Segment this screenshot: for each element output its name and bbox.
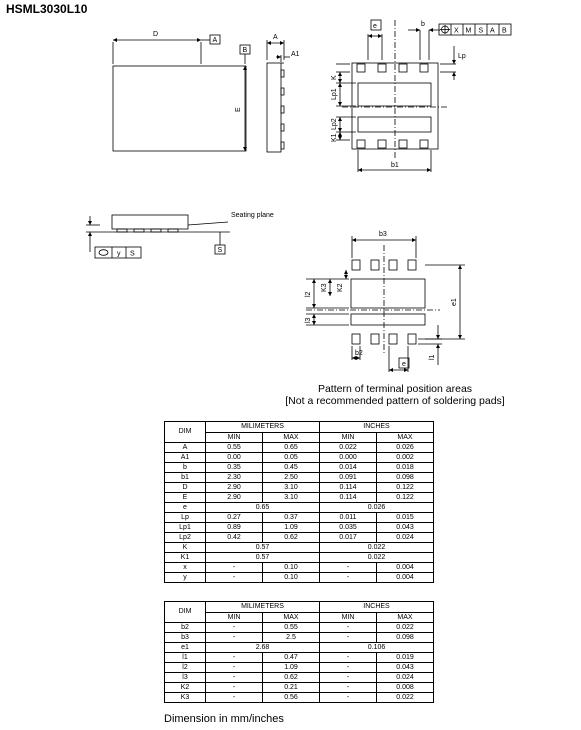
fcf-x-b: B bbox=[502, 27, 507, 35]
table-cell: 2.90 bbox=[206, 493, 263, 503]
label-k3: K3 bbox=[321, 283, 328, 292]
label-l3: l3 bbox=[305, 317, 312, 323]
table-cell: 0.098 bbox=[377, 633, 434, 643]
table-row bbox=[165, 563, 434, 573]
table-cell: K3 bbox=[165, 693, 206, 703]
header-dim: DIM bbox=[165, 422, 206, 443]
table-cell: 1.09 bbox=[263, 523, 320, 533]
table-cell: 0.122 bbox=[377, 483, 434, 493]
table-cell: b2 bbox=[165, 623, 206, 633]
label-seating-plane: Seating plane bbox=[231, 212, 274, 219]
label-k1: K1 bbox=[331, 133, 338, 142]
table-cell: 0.024 bbox=[377, 533, 434, 543]
table-row bbox=[165, 553, 434, 563]
table-cell: 0.57 bbox=[206, 543, 320, 553]
table-cell: 0.89 bbox=[206, 523, 263, 533]
table-cell: 0.05 bbox=[263, 453, 320, 463]
table-cell: 2.30 bbox=[206, 473, 263, 483]
table-2-body bbox=[165, 623, 434, 703]
pattern-pad-lower bbox=[351, 314, 425, 325]
exposed-pad-upper bbox=[358, 83, 431, 106]
table-cell: Lp bbox=[165, 513, 206, 523]
fcf-x-s: S bbox=[478, 27, 484, 35]
table-row bbox=[165, 633, 434, 643]
table-cell: 0.122 bbox=[377, 493, 434, 503]
table-cell: 0.026 bbox=[320, 503, 434, 513]
table-row bbox=[165, 533, 434, 543]
table-cell: 0.043 bbox=[377, 663, 434, 673]
table-row bbox=[165, 443, 434, 453]
table-cell: 0.21 bbox=[263, 683, 320, 693]
header-inches: INCHES bbox=[320, 422, 434, 433]
fcf-x-a: A bbox=[490, 27, 495, 35]
table-cell: 0.022 bbox=[320, 553, 434, 563]
table-row bbox=[165, 693, 434, 703]
table-cell: - bbox=[206, 693, 263, 703]
table-cell: 0.008 bbox=[377, 683, 434, 693]
exposed-pad-lower bbox=[358, 117, 431, 132]
top-view-body bbox=[113, 66, 246, 151]
table-cell: 0.014 bbox=[320, 463, 377, 473]
table-1-body bbox=[165, 443, 434, 583]
label-lp: Lp bbox=[458, 53, 466, 60]
header-mm-max: MAX bbox=[263, 613, 320, 623]
header-in-min: MIN bbox=[320, 613, 377, 623]
table-row bbox=[165, 543, 434, 553]
table-cell: 0.091 bbox=[320, 473, 377, 483]
label-d: D bbox=[153, 31, 159, 38]
table-cell: 2.50 bbox=[263, 473, 320, 483]
fcf-x-x: X bbox=[454, 27, 459, 35]
table-cell: 0.019 bbox=[377, 653, 434, 663]
table-row bbox=[165, 643, 434, 653]
table-cell: 0.035 bbox=[320, 523, 377, 533]
table-cell: 0.106 bbox=[320, 643, 434, 653]
package-title: HSML3030L10 bbox=[6, 2, 88, 16]
table-cell: e1 bbox=[165, 643, 206, 653]
fcf-x-m: M bbox=[465, 27, 472, 35]
table-cell: 0.022 bbox=[377, 623, 434, 633]
table-cell: 0.002 bbox=[377, 453, 434, 463]
table-cell: 0.004 bbox=[377, 563, 434, 573]
table-cell: e bbox=[165, 503, 206, 513]
table-cell: - bbox=[206, 663, 263, 673]
table-cell: 1.09 bbox=[263, 663, 320, 673]
table-cell: 0.35 bbox=[206, 463, 263, 473]
table-row bbox=[165, 653, 434, 663]
label-e-pitch: e bbox=[373, 23, 377, 30]
table-cell: 2.90 bbox=[206, 483, 263, 493]
table-cell: 0.000 bbox=[320, 453, 377, 463]
table-cell: l2 bbox=[165, 663, 206, 673]
table-row bbox=[165, 513, 434, 523]
table-cell: 0.62 bbox=[263, 673, 320, 683]
header-mm-min: MIN bbox=[206, 433, 263, 443]
label-l2: l2 bbox=[305, 291, 312, 297]
table-row bbox=[165, 473, 434, 483]
table-cell: y bbox=[165, 573, 206, 583]
table-row bbox=[165, 623, 434, 633]
table-cell: K1 bbox=[165, 553, 206, 563]
table-cell: 0.57 bbox=[206, 553, 320, 563]
table-cell: 0.022 bbox=[320, 443, 377, 453]
table-row bbox=[165, 503, 434, 513]
label-l1: l1 bbox=[429, 354, 436, 360]
table-cell: - bbox=[320, 623, 377, 633]
label-a: A bbox=[273, 34, 278, 41]
table-row bbox=[165, 673, 434, 683]
table-cell: 0.55 bbox=[206, 443, 263, 453]
table-cell: A bbox=[165, 443, 206, 453]
table-cell: 3.10 bbox=[263, 483, 320, 493]
table-cell: D bbox=[165, 483, 206, 493]
table-cell: 0.00 bbox=[206, 453, 263, 463]
table-row bbox=[165, 523, 434, 533]
label-b2: b2 bbox=[355, 350, 363, 357]
table-cell: - bbox=[206, 573, 263, 583]
table-cell: b3 bbox=[165, 633, 206, 643]
label-k: K bbox=[331, 75, 338, 80]
table-cell: - bbox=[320, 573, 377, 583]
table-row bbox=[165, 573, 434, 583]
table-cell: K2 bbox=[165, 683, 206, 693]
table-cell: b bbox=[165, 463, 206, 473]
table-cell: - bbox=[320, 663, 377, 673]
label-k2: K2 bbox=[337, 283, 344, 292]
table-cell: - bbox=[320, 633, 377, 643]
table-cell: 3.10 bbox=[263, 493, 320, 503]
table-cell: 0.65 bbox=[206, 503, 320, 513]
table-row bbox=[165, 663, 434, 673]
table-cell: - bbox=[206, 673, 263, 683]
table-cell: 0.10 bbox=[263, 563, 320, 573]
table-cell: 0.018 bbox=[377, 463, 434, 473]
table-cell: - bbox=[320, 693, 377, 703]
table-cell: Lp1 bbox=[165, 523, 206, 533]
label-lp2: Lp2 bbox=[331, 118, 338, 130]
seating-view-body bbox=[112, 215, 188, 229]
table-cell: - bbox=[206, 563, 263, 573]
fcf-y-y: y bbox=[117, 250, 121, 258]
label-a1: A1 bbox=[291, 51, 300, 58]
table-cell: 0.043 bbox=[377, 523, 434, 533]
table-row bbox=[165, 453, 434, 463]
label-e-pattern: e bbox=[402, 361, 406, 368]
table-cell: E bbox=[165, 493, 206, 503]
fcf-y-s: S bbox=[130, 250, 135, 258]
table-cell: 0.56 bbox=[263, 693, 320, 703]
table-cell: l3 bbox=[165, 673, 206, 683]
caption-line2: [Not a recommended pattern of soldering pads] bbox=[285, 395, 505, 407]
header-dim: DIM bbox=[165, 602, 206, 623]
label-datum-a: A bbox=[212, 37, 218, 44]
caption-line1: Pattern of terminal position areas bbox=[317, 383, 473, 395]
header-in-min: MIN bbox=[320, 433, 377, 443]
table-cell: - bbox=[206, 623, 263, 633]
table-cell: 0.47 bbox=[263, 653, 320, 663]
table-row bbox=[165, 683, 434, 693]
caption bbox=[250, 383, 540, 407]
table-cell: 0.114 bbox=[320, 483, 377, 493]
table-cell: 0.022 bbox=[377, 693, 434, 703]
footer-note: Dimension in mm/inches bbox=[164, 713, 284, 725]
table-cell: 0.55 bbox=[263, 623, 320, 633]
table-cell: Lp2 bbox=[165, 533, 206, 543]
table-cell: 0.45 bbox=[263, 463, 320, 473]
table-cell: 0.10 bbox=[263, 573, 320, 583]
table-cell: 0.015 bbox=[377, 513, 434, 523]
table-cell: l1 bbox=[165, 653, 206, 663]
table-row bbox=[165, 463, 434, 473]
label-e1: e1 bbox=[451, 298, 458, 306]
table-cell: b1 bbox=[165, 473, 206, 483]
label-e: E bbox=[235, 107, 242, 112]
header-inches: INCHES bbox=[320, 602, 434, 613]
table-cell: - bbox=[320, 683, 377, 693]
table-cell: 0.114 bbox=[320, 493, 377, 503]
table-cell: A1 bbox=[165, 453, 206, 463]
table-cell: x bbox=[165, 563, 206, 573]
table-cell: 0.022 bbox=[320, 543, 434, 553]
table-cell: 0.024 bbox=[377, 673, 434, 683]
table-cell: 2.5 bbox=[263, 633, 320, 643]
label-b1: b1 bbox=[391, 162, 399, 169]
header-millimeters: MILIMETERS bbox=[206, 422, 320, 433]
dimension-table-1 bbox=[164, 421, 434, 583]
label-datum-b: B bbox=[242, 47, 248, 54]
table-cell: - bbox=[320, 653, 377, 663]
dimension-table-2 bbox=[164, 601, 434, 703]
table-cell: - bbox=[320, 673, 377, 683]
label-b: b bbox=[421, 21, 425, 28]
table-cell: 0.098 bbox=[377, 473, 434, 483]
header-millimeters: MILIMETERS bbox=[206, 602, 320, 613]
table-row bbox=[165, 493, 434, 503]
header-mm-min: MIN bbox=[206, 613, 263, 623]
header-mm-max: MAX bbox=[263, 433, 320, 443]
table-cell: 0.37 bbox=[263, 513, 320, 523]
table-cell: - bbox=[206, 633, 263, 643]
table-cell: 0.65 bbox=[263, 443, 320, 453]
table-cell: - bbox=[320, 563, 377, 573]
table-cell: - bbox=[206, 683, 263, 693]
table-cell: 0.42 bbox=[206, 533, 263, 543]
table-cell: 2.68 bbox=[206, 643, 320, 653]
label-b3: b3 bbox=[379, 231, 387, 238]
table-cell: 0.026 bbox=[377, 443, 434, 453]
label-lp1: Lp1 bbox=[331, 88, 338, 100]
table-cell: 0.011 bbox=[320, 513, 377, 523]
table-cell: 0.27 bbox=[206, 513, 263, 523]
header-in-max: MAX bbox=[377, 433, 434, 443]
header-in-max: MAX bbox=[377, 613, 434, 623]
label-datum-s: S bbox=[217, 247, 223, 254]
table-cell: 0.004 bbox=[377, 573, 434, 583]
pattern-pad-upper bbox=[351, 279, 425, 308]
table-cell: 0.017 bbox=[320, 533, 377, 543]
table-row bbox=[165, 483, 434, 493]
table-cell: K bbox=[165, 543, 206, 553]
table-cell: 0.62 bbox=[263, 533, 320, 543]
table-cell: - bbox=[206, 653, 263, 663]
side-view-body bbox=[267, 63, 281, 152]
